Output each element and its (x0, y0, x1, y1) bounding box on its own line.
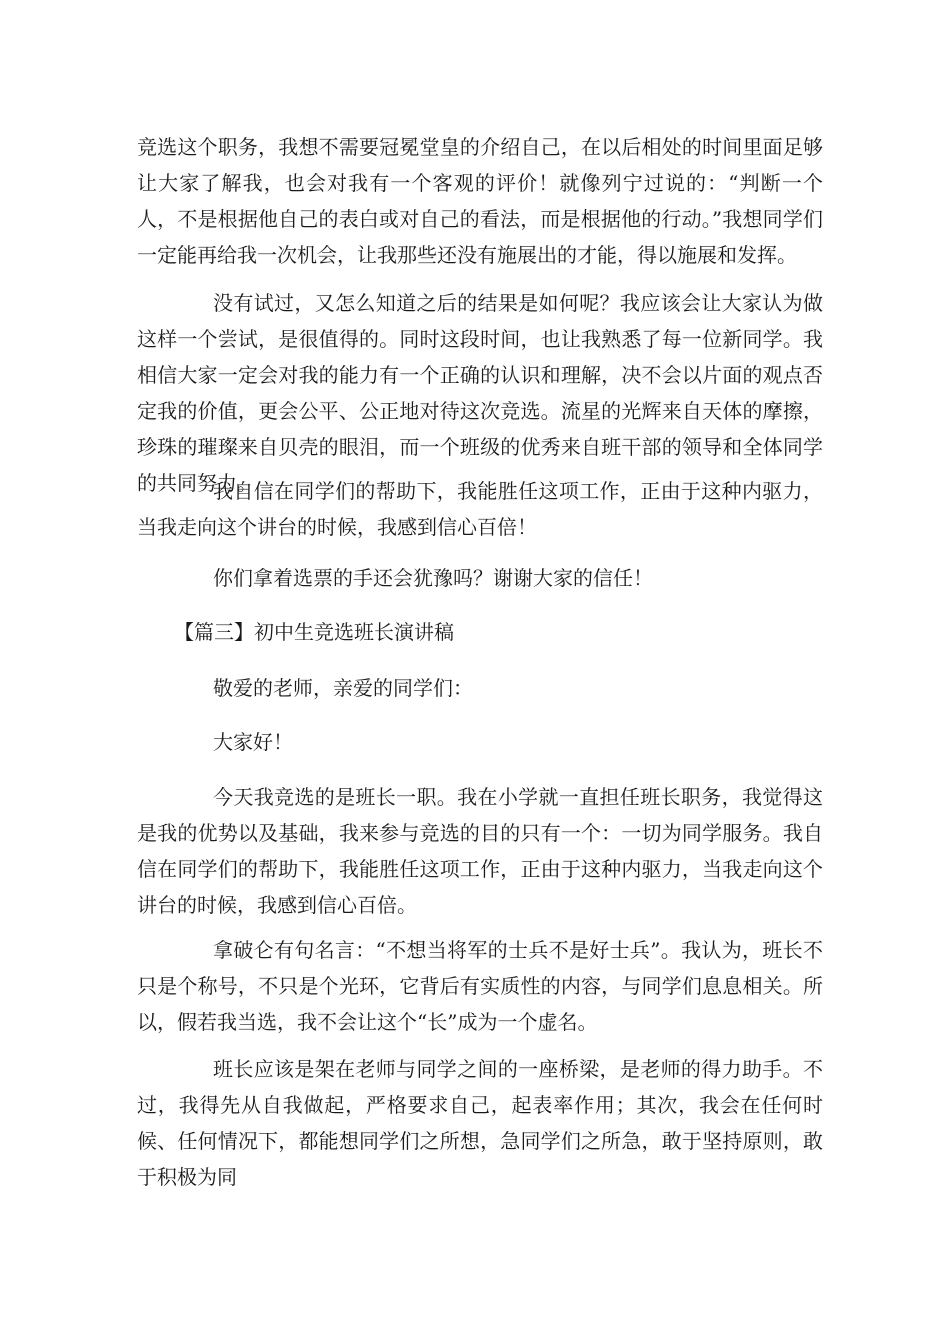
paragraph-5: 今天我竞选的是班长一职。我在小学就一直担任班长职务，我觉得这是我的优势以及基础，我来参与竞选的目的只有一个：一切为同学服务。我自信在同学们的帮助下，我能胜任这项工作，正由于这种内驱力，当我走向这个讲台的时候，我感到信心百倍。 (137, 785, 823, 917)
section-heading: 【篇三】初中生竞选班长演讲稿 (174, 620, 454, 644)
paragraph-1: 竞选这个职务，我想不需要冠冕堂皇的介绍自己，在以后相处的时间里面足够让大家了解我，也会对我有一个客观的评价！就像列宁过说的：“判断一个人，不是根据他自己的表白或对自己的看法，而是根据他的行动。”我想同学们一定能再给我一次机会，让我那些还没有施展出的才能，得以施展和发挥。 (137, 135, 823, 267)
paragraph-2: 没有试过，又怎么知道之后的结果是如何呢？我应该会让大家认为做这样一个尝试，是很值得的。同时这段时间，也让我熟悉了每一位新同学。我相信大家一定会对我的能力有一个正确的认识和理解，决不会以片面的观点否定我的价值，更会公平、公正地对待这次竞选。流星的光辉来自天体的摩擦，珍珠的璀璨来自贝壳的眼泪，而一个班级的优秀来自班干部的领导和全体同学的共同努力。 (137, 291, 823, 495)
paragraph-4: 你们拿着选票的手还会犹豫吗？谢谢大家的信任！ (213, 566, 653, 590)
greeting: 大家好！ (213, 730, 293, 754)
paragraph-3: 我自信在同学们的帮助下，我能胜任这项工作，正由于这种内驱力，当我走向这个讲台的时候，我感到信心百倍！ (137, 479, 823, 539)
paragraph-7: 班长应该是架在老师与同学之间的一座桥梁，是老师的得力助手。不过，我得先从自我做起，严格要求自己，起表率作用；其次，我会在任何时候、任何情况下，都能想同学们之所想，急同学们之所急，敢于坚持原则，敢于积极为同 (137, 1057, 823, 1189)
salutation: 敬爱的老师，亲爱的同学们： (213, 676, 473, 700)
paragraph-6: 拿破仑有句名言：“不想当将军的士兵不是好士兵”。我认为，班长不只是个称号，不只是个光环，它背后有实质性的内容，与同学们息息相关。所以，假若我当选，我不会让这个“长”成为一个虚名。 (137, 938, 823, 1034)
